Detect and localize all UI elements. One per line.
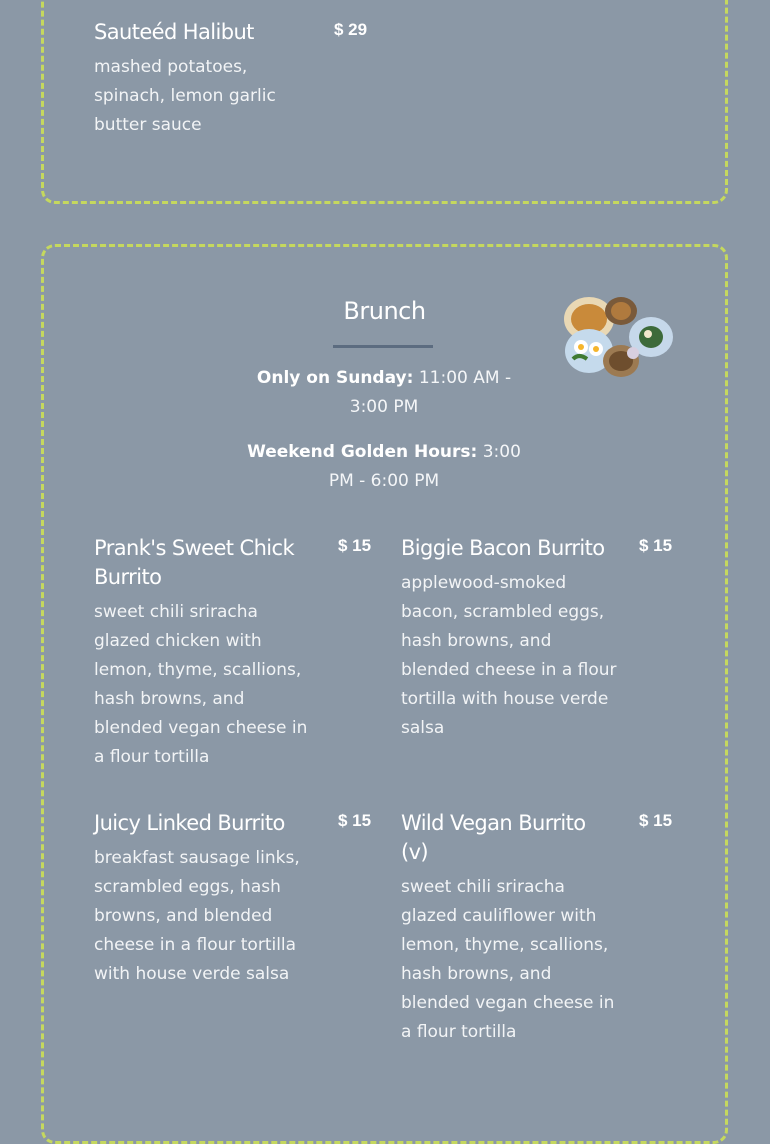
menu-item xyxy=(94,809,384,989)
hours-value: 11:00 AM - 3:00 PM xyxy=(349,368,512,417)
item-description: breakfast sausage links, scrambled eggs, hash browns, and blended cheese in a flour tortilla with house verde salsa xyxy=(94,848,300,984)
brunch-section xyxy=(41,244,728,1144)
item-price: $ 15 xyxy=(639,536,673,555)
item-name: Biggie Bacon Burrito xyxy=(401,536,605,560)
item-price: $ 15 xyxy=(639,811,673,830)
hours-label: Only on Sunday: xyxy=(256,368,414,388)
hours-label: Weekend Golden Hours: xyxy=(247,442,478,462)
menu-item xyxy=(401,809,691,1047)
menu-item xyxy=(401,534,691,743)
halibut-card xyxy=(41,0,728,204)
section-title: Brunch xyxy=(343,297,426,325)
item-description: mashed potatoes, spinach, lemon garlic butter sauce xyxy=(94,57,276,135)
item-description: sweet chili sriracha glazed chicken with lemon, thyme, scallions, hash browns, and blended vegan cheese in a flour tortilla xyxy=(94,602,308,767)
item-name: Wild Vegan Burrito (v) xyxy=(401,811,586,864)
hours-value: 3:00 PM - 6:00 PM xyxy=(328,442,521,491)
item-name: Juicy Linked Burrito xyxy=(94,811,285,835)
menu-item xyxy=(94,534,384,772)
item-price: $ 29 xyxy=(334,20,368,39)
item-price: $ 15 xyxy=(338,811,372,830)
hours-weekend xyxy=(239,438,529,496)
item-description: applewood-smoked bacon, scrambled eggs, hash browns, and blended cheese in a flour tortilla with house verde salsa xyxy=(401,573,617,738)
item-description: sweet chili sriracha glazed cauliflower with lemon, thyme, scallions, hash browns, and blended vegan cheese in a flour tortilla xyxy=(401,877,615,1042)
item-name: Sauteéd Halibut xyxy=(94,20,254,44)
brunch-plates-photo xyxy=(559,289,674,384)
hours-sunday xyxy=(239,364,529,422)
menu-item-halibut xyxy=(94,18,384,140)
title-underline xyxy=(333,345,433,348)
item-name: Prank's Sweet Chick Burrito xyxy=(94,536,295,589)
item-price: $ 15 xyxy=(338,536,372,555)
